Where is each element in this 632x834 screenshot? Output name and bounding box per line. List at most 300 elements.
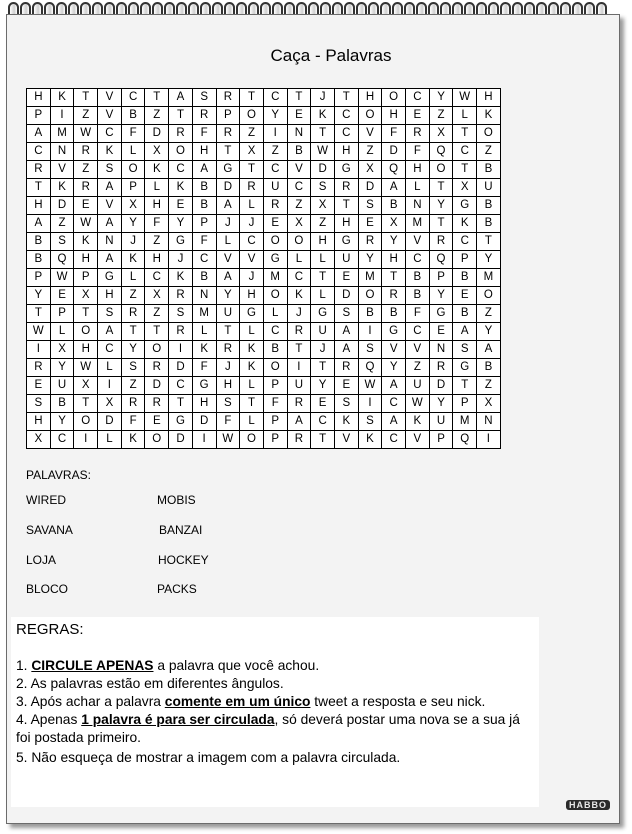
grid-cell[interactable]: Z bbox=[358, 143, 382, 161]
grid-cell[interactable]: P bbox=[192, 215, 216, 233]
grid-cell[interactable]: X bbox=[382, 215, 406, 233]
grid-cell[interactable]: Y bbox=[477, 323, 501, 341]
grid-cell[interactable]: P bbox=[263, 377, 287, 395]
grid-cell[interactable]: N bbox=[477, 413, 501, 431]
grid-cell[interactable]: L bbox=[98, 359, 122, 377]
grid-cell[interactable]: A bbox=[98, 179, 122, 197]
grid-cell[interactable]: R bbox=[216, 341, 240, 359]
grid-cell[interactable]: D bbox=[145, 377, 169, 395]
grid-cell[interactable]: N bbox=[192, 287, 216, 305]
grid-cell[interactable]: W bbox=[216, 431, 240, 449]
grid-cell[interactable]: L bbox=[311, 251, 335, 269]
grid-cell[interactable]: Z bbox=[74, 161, 98, 179]
grid-cell[interactable]: C bbox=[453, 143, 477, 161]
grid-cell[interactable]: I bbox=[358, 323, 382, 341]
grid-cell[interactable]: V bbox=[406, 341, 430, 359]
grid-cell[interactable]: E bbox=[311, 395, 335, 413]
grid-cell[interactable]: L bbox=[240, 323, 264, 341]
grid-cell[interactable]: O bbox=[358, 107, 382, 125]
grid-cell[interactable]: X bbox=[240, 143, 264, 161]
grid-cell[interactable]: K bbox=[121, 251, 145, 269]
grid-cell[interactable]: G bbox=[192, 377, 216, 395]
grid-cell[interactable]: T bbox=[287, 341, 311, 359]
grid-cell[interactable]: D bbox=[334, 287, 358, 305]
grid-cell[interactable]: L bbox=[50, 323, 74, 341]
grid-cell[interactable]: B bbox=[406, 269, 430, 287]
grid-cell[interactable]: J bbox=[169, 251, 193, 269]
grid-cell[interactable]: P bbox=[216, 107, 240, 125]
grid-cell[interactable]: F bbox=[192, 233, 216, 251]
grid-cell[interactable]: V bbox=[50, 161, 74, 179]
grid-cell[interactable]: C bbox=[98, 341, 122, 359]
grid-cell[interactable]: Z bbox=[477, 305, 501, 323]
grid-cell[interactable]: L bbox=[406, 179, 430, 197]
grid-cell[interactable]: Y bbox=[121, 215, 145, 233]
grid-cell[interactable]: O bbox=[145, 431, 169, 449]
grid-cell[interactable]: G bbox=[429, 305, 453, 323]
grid-cell[interactable]: F bbox=[382, 125, 406, 143]
grid-cell[interactable]: C bbox=[406, 251, 430, 269]
grid-cell[interactable]: L bbox=[192, 323, 216, 341]
grid-cell[interactable]: H bbox=[145, 251, 169, 269]
grid-cell[interactable]: B bbox=[27, 233, 51, 251]
grid-cell[interactable]: G bbox=[453, 359, 477, 377]
grid-cell[interactable]: I bbox=[358, 395, 382, 413]
grid-cell[interactable]: H bbox=[334, 143, 358, 161]
grid-cell[interactable]: P bbox=[27, 269, 51, 287]
grid-cell[interactable]: X bbox=[311, 197, 335, 215]
grid-cell[interactable]: S bbox=[50, 233, 74, 251]
grid-cell[interactable]: L bbox=[240, 197, 264, 215]
grid-cell[interactable]: S bbox=[98, 161, 122, 179]
grid-cell[interactable]: V bbox=[98, 107, 122, 125]
grid-cell[interactable]: F bbox=[121, 125, 145, 143]
grid-cell[interactable]: A bbox=[477, 341, 501, 359]
grid-cell[interactable]: J bbox=[121, 233, 145, 251]
grid-cell[interactable]: D bbox=[382, 143, 406, 161]
grid-cell[interactable]: J bbox=[240, 269, 264, 287]
grid-cell[interactable]: R bbox=[216, 125, 240, 143]
grid-cell[interactable]: K bbox=[406, 413, 430, 431]
grid-cell[interactable]: C bbox=[98, 125, 122, 143]
grid-cell[interactable]: C bbox=[334, 107, 358, 125]
grid-cell[interactable]: S bbox=[358, 413, 382, 431]
grid-cell[interactable]: P bbox=[74, 269, 98, 287]
grid-cell[interactable]: D bbox=[192, 413, 216, 431]
grid-cell[interactable]: E bbox=[27, 377, 51, 395]
grid-cell[interactable]: L bbox=[287, 251, 311, 269]
grid-cell[interactable]: G bbox=[453, 197, 477, 215]
grid-cell[interactable]: O bbox=[74, 413, 98, 431]
grid-cell[interactable]: B bbox=[192, 197, 216, 215]
grid-cell[interactable]: K bbox=[240, 359, 264, 377]
grid-cell[interactable]: M bbox=[477, 269, 501, 287]
grid-cell[interactable]: A bbox=[169, 89, 193, 107]
grid-cell[interactable]: E bbox=[453, 287, 477, 305]
grid-cell[interactable]: D bbox=[311, 161, 335, 179]
grid-cell[interactable]: R bbox=[121, 395, 145, 413]
grid-cell[interactable]: T bbox=[287, 89, 311, 107]
grid-cell[interactable]: H bbox=[382, 251, 406, 269]
grid-cell[interactable]: L bbox=[216, 233, 240, 251]
grid-cell[interactable]: A bbox=[453, 323, 477, 341]
grid-cell[interactable]: V bbox=[240, 251, 264, 269]
grid-cell[interactable]: X bbox=[27, 431, 51, 449]
grid-cell[interactable]: L bbox=[311, 287, 335, 305]
grid-cell[interactable]: W bbox=[74, 359, 98, 377]
grid-cell[interactable]: O bbox=[429, 161, 453, 179]
grid-cell[interactable]: K bbox=[50, 179, 74, 197]
grid-cell[interactable]: G bbox=[382, 323, 406, 341]
grid-cell[interactable]: S bbox=[27, 395, 51, 413]
grid-cell[interactable]: T bbox=[382, 269, 406, 287]
grid-cell[interactable]: C bbox=[263, 89, 287, 107]
grid-cell[interactable]: Y bbox=[216, 287, 240, 305]
grid-cell[interactable]: H bbox=[74, 251, 98, 269]
grid-cell[interactable]: Y bbox=[358, 251, 382, 269]
grid-cell[interactable]: H bbox=[145, 197, 169, 215]
grid-cell[interactable]: A bbox=[27, 125, 51, 143]
grid-cell[interactable]: Q bbox=[50, 251, 74, 269]
grid-cell[interactable]: C bbox=[27, 143, 51, 161]
grid-cell[interactable]: P bbox=[263, 413, 287, 431]
grid-cell[interactable]: C bbox=[334, 125, 358, 143]
grid-cell[interactable]: G bbox=[311, 305, 335, 323]
grid-cell[interactable]: H bbox=[27, 89, 51, 107]
grid-cell[interactable]: D bbox=[358, 179, 382, 197]
grid-cell[interactable]: T bbox=[311, 269, 335, 287]
grid-cell[interactable]: X bbox=[121, 197, 145, 215]
grid-cell[interactable]: R bbox=[145, 395, 169, 413]
grid-cell[interactable]: O bbox=[287, 233, 311, 251]
grid-cell[interactable]: P bbox=[453, 395, 477, 413]
grid-cell[interactable]: S bbox=[358, 197, 382, 215]
grid-cell[interactable]: Q bbox=[453, 431, 477, 449]
grid-cell[interactable]: U bbox=[50, 377, 74, 395]
grid-cell[interactable]: T bbox=[145, 89, 169, 107]
grid-cell[interactable]: E bbox=[169, 197, 193, 215]
grid-cell[interactable]: N bbox=[98, 233, 122, 251]
grid-cell[interactable]: A bbox=[27, 215, 51, 233]
grid-cell[interactable]: T bbox=[240, 395, 264, 413]
grid-cell[interactable]: B bbox=[358, 305, 382, 323]
grid-cell[interactable]: R bbox=[429, 359, 453, 377]
grid-cell[interactable]: T bbox=[334, 89, 358, 107]
grid-cell[interactable]: H bbox=[192, 143, 216, 161]
grid-cell[interactable]: K bbox=[311, 107, 335, 125]
grid-cell[interactable]: B bbox=[382, 197, 406, 215]
grid-cell[interactable]: P bbox=[429, 431, 453, 449]
grid-cell[interactable]: L bbox=[263, 305, 287, 323]
grid-cell[interactable]: U bbox=[263, 179, 287, 197]
grid-cell[interactable]: V bbox=[406, 233, 430, 251]
grid-cell[interactable]: F bbox=[263, 395, 287, 413]
grid-cell[interactable]: B bbox=[192, 269, 216, 287]
grid-cell[interactable]: B bbox=[477, 215, 501, 233]
grid-cell[interactable]: T bbox=[429, 179, 453, 197]
grid-cell[interactable]: Q bbox=[382, 161, 406, 179]
grid-cell[interactable]: T bbox=[453, 377, 477, 395]
grid-cell[interactable]: H bbox=[311, 233, 335, 251]
grid-cell[interactable]: H bbox=[98, 287, 122, 305]
grid-cell[interactable]: L bbox=[121, 269, 145, 287]
grid-cell[interactable]: Y bbox=[311, 377, 335, 395]
grid-cell[interactable]: B bbox=[453, 305, 477, 323]
grid-cell[interactable]: Y bbox=[429, 89, 453, 107]
grid-cell[interactable]: H bbox=[27, 197, 51, 215]
grid-cell[interactable]: R bbox=[74, 179, 98, 197]
grid-cell[interactable]: C bbox=[311, 413, 335, 431]
grid-cell[interactable]: C bbox=[406, 323, 430, 341]
grid-cell[interactable]: Y bbox=[382, 233, 406, 251]
grid-cell[interactable]: U bbox=[311, 323, 335, 341]
grid-cell[interactable]: K bbox=[169, 179, 193, 197]
grid-cell[interactable]: U bbox=[216, 305, 240, 323]
grid-cell[interactable]: I bbox=[287, 359, 311, 377]
grid-cell[interactable]: S bbox=[121, 359, 145, 377]
grid-cell[interactable]: I bbox=[192, 431, 216, 449]
grid-cell[interactable]: Y bbox=[169, 215, 193, 233]
grid-cell[interactable]: B bbox=[192, 179, 216, 197]
grid-cell[interactable]: Z bbox=[406, 359, 430, 377]
grid-cell[interactable]: L bbox=[98, 431, 122, 449]
grid-cell[interactable]: H bbox=[406, 161, 430, 179]
grid-cell[interactable]: O bbox=[263, 233, 287, 251]
grid-cell[interactable]: J bbox=[216, 359, 240, 377]
grid-cell[interactable]: C bbox=[192, 251, 216, 269]
grid-cell[interactable]: Z bbox=[145, 107, 169, 125]
grid-cell[interactable]: P bbox=[121, 179, 145, 197]
grid-cell[interactable]: T bbox=[74, 89, 98, 107]
grid-cell[interactable]: H bbox=[334, 215, 358, 233]
grid-cell[interactable]: R bbox=[216, 89, 240, 107]
grid-cell[interactable]: M bbox=[406, 215, 430, 233]
grid-cell[interactable]: E bbox=[145, 413, 169, 431]
grid-cell[interactable]: Y bbox=[429, 197, 453, 215]
grid-cell[interactable]: K bbox=[358, 431, 382, 449]
grid-cell[interactable]: H bbox=[477, 89, 501, 107]
grid-cell[interactable]: T bbox=[453, 125, 477, 143]
grid-cell[interactable]: J bbox=[311, 341, 335, 359]
grid-cell[interactable]: U bbox=[334, 251, 358, 269]
grid-cell[interactable]: H bbox=[382, 107, 406, 125]
grid-cell[interactable]: A bbox=[287, 413, 311, 431]
grid-cell[interactable]: M bbox=[263, 269, 287, 287]
grid-cell[interactable]: K bbox=[334, 413, 358, 431]
grid-cell[interactable]: O bbox=[358, 287, 382, 305]
grid-cell[interactable]: L bbox=[240, 413, 264, 431]
grid-cell[interactable]: X bbox=[145, 287, 169, 305]
grid-cell[interactable]: D bbox=[169, 359, 193, 377]
grid-cell[interactable]: B bbox=[477, 161, 501, 179]
grid-cell[interactable]: D bbox=[50, 197, 74, 215]
grid-cell[interactable]: W bbox=[453, 89, 477, 107]
grid-cell[interactable]: C bbox=[263, 161, 287, 179]
grid-cell[interactable]: R bbox=[334, 179, 358, 197]
grid-cell[interactable]: C bbox=[50, 431, 74, 449]
grid-cell[interactable]: T bbox=[169, 107, 193, 125]
grid-cell[interactable]: T bbox=[216, 323, 240, 341]
grid-cell[interactable]: K bbox=[287, 287, 311, 305]
grid-cell[interactable]: S bbox=[192, 89, 216, 107]
grid-cell[interactable]: B bbox=[477, 359, 501, 377]
grid-cell[interactable]: X bbox=[358, 161, 382, 179]
grid-cell[interactable]: Y bbox=[121, 341, 145, 359]
grid-cell[interactable]: J bbox=[287, 305, 311, 323]
grid-cell[interactable]: B bbox=[50, 395, 74, 413]
grid-cell[interactable]: S bbox=[358, 341, 382, 359]
grid-cell[interactable]: C bbox=[121, 89, 145, 107]
grid-cell[interactable]: Z bbox=[50, 215, 74, 233]
grid-cell[interactable]: G bbox=[169, 413, 193, 431]
grid-cell[interactable]: X bbox=[429, 125, 453, 143]
grid-cell[interactable]: Z bbox=[311, 215, 335, 233]
grid-cell[interactable]: V bbox=[216, 251, 240, 269]
grid-cell[interactable]: C bbox=[169, 377, 193, 395]
grid-cell[interactable]: E bbox=[334, 377, 358, 395]
grid-cell[interactable]: R bbox=[240, 179, 264, 197]
grid-cell[interactable]: T bbox=[216, 143, 240, 161]
grid-cell[interactable]: F bbox=[192, 359, 216, 377]
grid-cell[interactable]: B bbox=[27, 251, 51, 269]
grid-cell[interactable]: R bbox=[406, 125, 430, 143]
grid-cell[interactable]: T bbox=[27, 179, 51, 197]
grid-cell[interactable]: G bbox=[98, 269, 122, 287]
grid-cell[interactable]: G bbox=[169, 233, 193, 251]
grid-cell[interactable]: G bbox=[263, 251, 287, 269]
grid-cell[interactable]: I bbox=[169, 341, 193, 359]
grid-cell[interactable]: R bbox=[74, 143, 98, 161]
grid-cell[interactable]: B bbox=[477, 197, 501, 215]
grid-cell[interactable]: O bbox=[477, 125, 501, 143]
grid-cell[interactable]: B bbox=[287, 143, 311, 161]
grid-cell[interactable]: F bbox=[192, 125, 216, 143]
grid-cell[interactable]: T bbox=[74, 305, 98, 323]
grid-cell[interactable]: Z bbox=[121, 287, 145, 305]
grid-cell[interactable]: C bbox=[453, 233, 477, 251]
grid-cell[interactable]: L bbox=[453, 107, 477, 125]
grid-cell[interactable]: C bbox=[263, 323, 287, 341]
grid-cell[interactable]: I bbox=[27, 341, 51, 359]
grid-cell[interactable]: R bbox=[169, 125, 193, 143]
grid-cell[interactable]: V bbox=[406, 431, 430, 449]
grid-cell[interactable]: A bbox=[216, 269, 240, 287]
grid-cell[interactable]: Y bbox=[50, 413, 74, 431]
grid-cell[interactable]: H bbox=[240, 287, 264, 305]
grid-cell[interactable]: I bbox=[263, 125, 287, 143]
grid-cell[interactable]: D bbox=[98, 413, 122, 431]
grid-cell[interactable]: Y bbox=[50, 359, 74, 377]
grid-cell[interactable]: Z bbox=[145, 305, 169, 323]
grid-cell[interactable]: T bbox=[477, 233, 501, 251]
grid-cell[interactable]: H bbox=[358, 89, 382, 107]
grid-cell[interactable]: W bbox=[74, 215, 98, 233]
grid-cell[interactable]: R bbox=[358, 233, 382, 251]
grid-cell[interactable]: Z bbox=[145, 233, 169, 251]
grid-cell[interactable]: A bbox=[382, 377, 406, 395]
grid-cell[interactable]: K bbox=[192, 341, 216, 359]
grid-cell[interactable]: O bbox=[169, 143, 193, 161]
grid-cell[interactable]: S bbox=[334, 305, 358, 323]
grid-cell[interactable]: H bbox=[27, 413, 51, 431]
grid-cell[interactable]: R bbox=[382, 287, 406, 305]
grid-cell[interactable]: N bbox=[429, 341, 453, 359]
grid-cell[interactable]: T bbox=[334, 197, 358, 215]
grid-cell[interactable]: A bbox=[98, 215, 122, 233]
grid-cell[interactable]: A bbox=[98, 323, 122, 341]
grid-cell[interactable]: L bbox=[121, 143, 145, 161]
grid-cell[interactable]: A bbox=[382, 413, 406, 431]
grid-cell[interactable]: P bbox=[27, 107, 51, 125]
grid-cell[interactable]: X bbox=[98, 395, 122, 413]
grid-cell[interactable]: A bbox=[192, 161, 216, 179]
grid-cell[interactable]: F bbox=[406, 305, 430, 323]
grid-cell[interactable]: Z bbox=[240, 125, 264, 143]
grid-cell[interactable]: A bbox=[334, 323, 358, 341]
grid-cell[interactable]: O bbox=[382, 89, 406, 107]
grid-cell[interactable]: F bbox=[216, 413, 240, 431]
grid-cell[interactable]: H bbox=[216, 377, 240, 395]
grid-cell[interactable]: Z bbox=[429, 107, 453, 125]
grid-cell[interactable]: Y bbox=[429, 287, 453, 305]
grid-cell[interactable]: O bbox=[145, 341, 169, 359]
grid-cell[interactable]: N bbox=[406, 197, 430, 215]
grid-cell[interactable]: B bbox=[406, 287, 430, 305]
grid-cell[interactable]: Y bbox=[27, 287, 51, 305]
grid-cell[interactable]: U bbox=[477, 179, 501, 197]
grid-cell[interactable]: W bbox=[27, 323, 51, 341]
grid-cell[interactable]: O bbox=[263, 287, 287, 305]
grid-cell[interactable]: Y bbox=[429, 395, 453, 413]
grid-cell[interactable]: O bbox=[263, 359, 287, 377]
grid-cell[interactable]: H bbox=[74, 341, 98, 359]
grid-cell[interactable]: Z bbox=[477, 377, 501, 395]
grid-cell[interactable]: S bbox=[334, 395, 358, 413]
grid-cell[interactable]: E bbox=[74, 197, 98, 215]
grid-cell[interactable]: V bbox=[382, 341, 406, 359]
grid-cell[interactable]: K bbox=[121, 431, 145, 449]
grid-cell[interactable]: K bbox=[453, 215, 477, 233]
grid-cell[interactable]: K bbox=[477, 107, 501, 125]
grid-cell[interactable]: E bbox=[429, 323, 453, 341]
grid-cell[interactable]: X bbox=[74, 377, 98, 395]
grid-cell[interactable]: R bbox=[27, 359, 51, 377]
grid-cell[interactable]: Z bbox=[74, 107, 98, 125]
grid-cell[interactable]: R bbox=[429, 233, 453, 251]
grid-cell[interactable]: X bbox=[477, 395, 501, 413]
grid-cell[interactable]: E bbox=[287, 107, 311, 125]
grid-cell[interactable]: K bbox=[240, 341, 264, 359]
grid-cell[interactable]: O bbox=[240, 431, 264, 449]
grid-cell[interactable]: Y bbox=[263, 107, 287, 125]
grid-cell[interactable]: O bbox=[477, 287, 501, 305]
grid-cell[interactable]: M bbox=[453, 413, 477, 431]
grid-cell[interactable]: B bbox=[263, 341, 287, 359]
grid-cell[interactable]: W bbox=[406, 395, 430, 413]
grid-cell[interactable]: V bbox=[334, 431, 358, 449]
grid-cell[interactable]: K bbox=[169, 269, 193, 287]
grid-cell[interactable]: T bbox=[429, 215, 453, 233]
grid-cell[interactable]: T bbox=[27, 305, 51, 323]
grid-cell[interactable]: T bbox=[240, 161, 264, 179]
grid-cell[interactable]: T bbox=[311, 431, 335, 449]
grid-cell[interactable]: C bbox=[169, 161, 193, 179]
grid-cell[interactable]: P bbox=[453, 251, 477, 269]
grid-cell[interactable]: N bbox=[287, 125, 311, 143]
grid-cell[interactable]: V bbox=[98, 89, 122, 107]
grid-cell[interactable]: F bbox=[406, 143, 430, 161]
grid-cell[interactable]: C bbox=[145, 269, 169, 287]
